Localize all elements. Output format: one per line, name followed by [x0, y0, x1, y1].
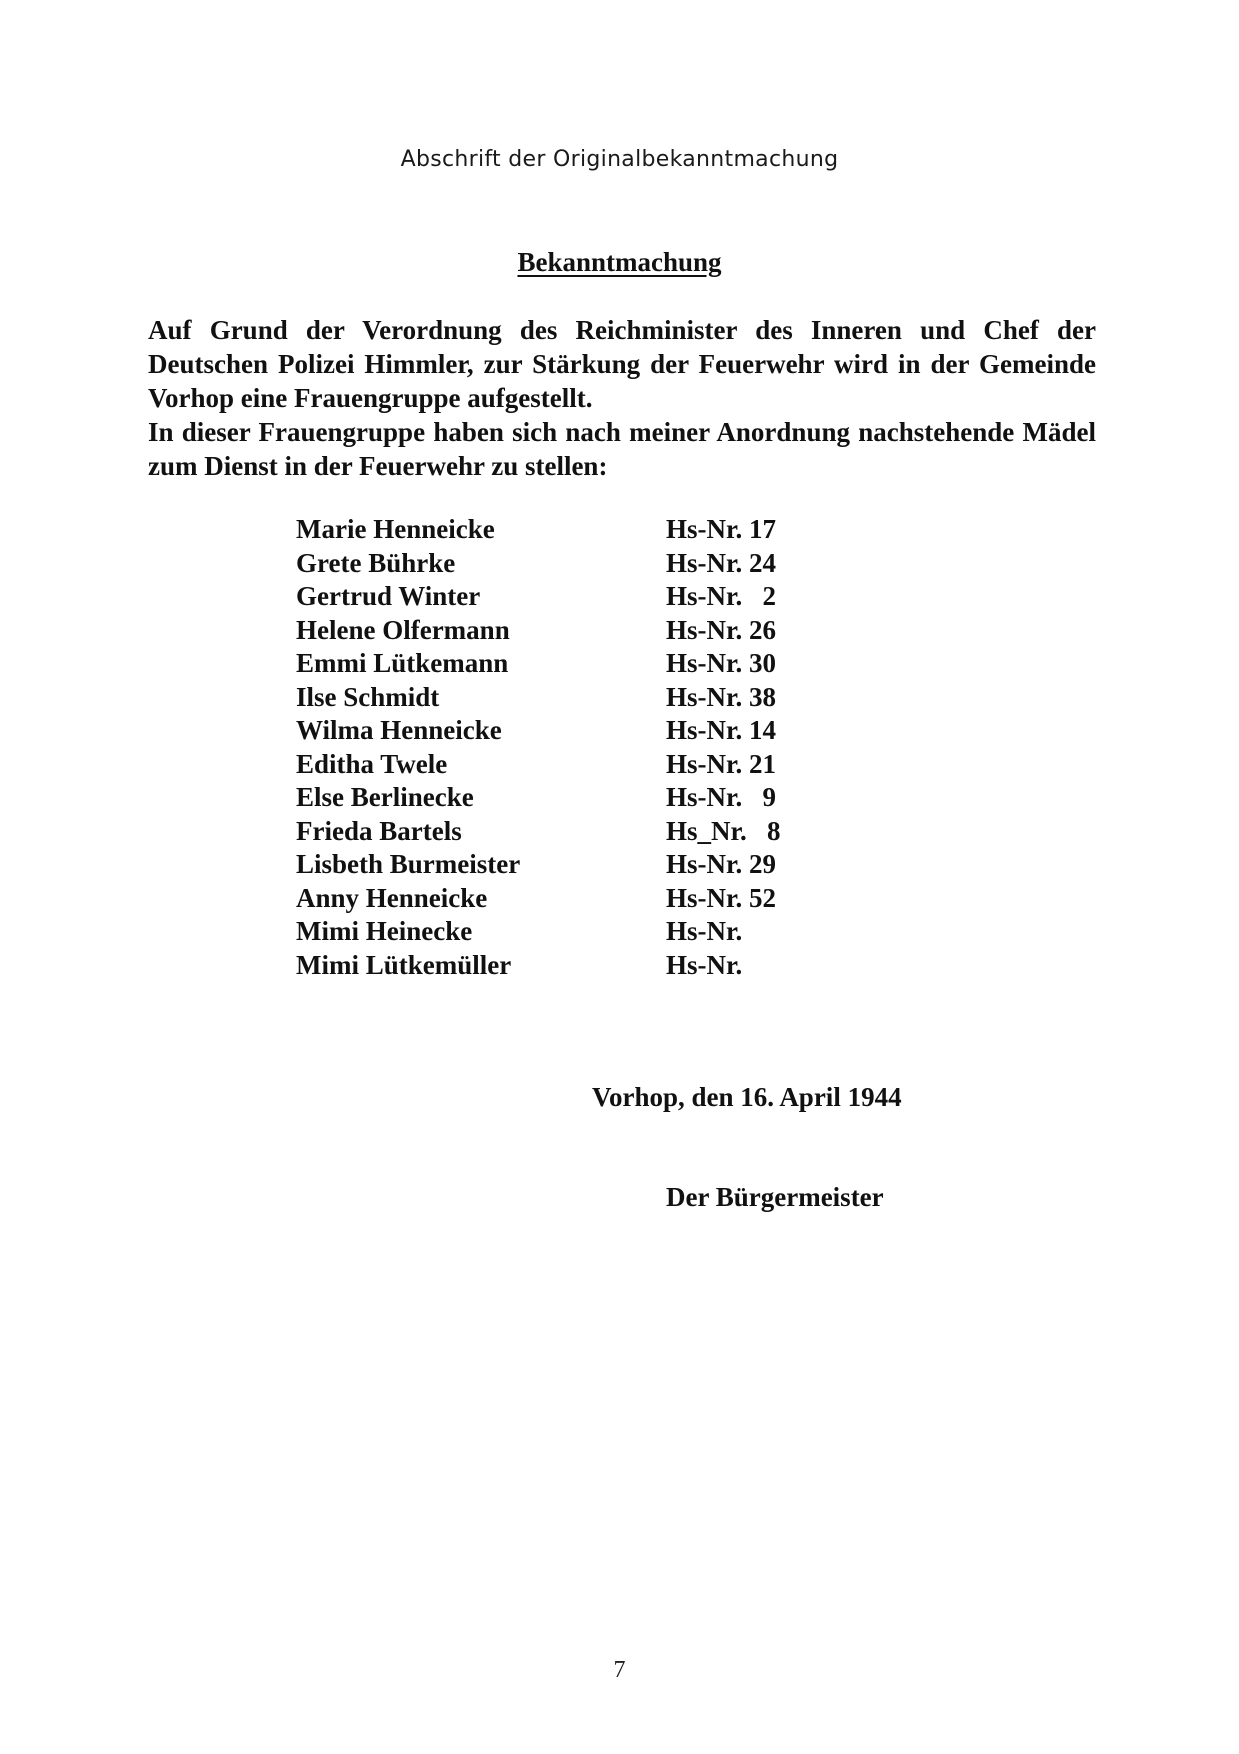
member-name: Anny Henneicke [296, 882, 488, 913]
house-number: Hs_Nr. 8 [666, 815, 781, 846]
member-name: Ilse Schmidt [296, 681, 440, 712]
member-name: Helene Olfermann [296, 614, 510, 645]
list-item [296, 882, 816, 916]
house-number: Hs-Nr. 29 [666, 849, 777, 879]
list-item [296, 681, 816, 715]
member-name: Frieda Bartels [296, 815, 462, 846]
list-item [296, 580, 816, 614]
house-number: Hs-Nr. 14 [666, 715, 777, 745]
list-item [296, 714, 816, 748]
list-item [296, 915, 816, 949]
body-text [148, 313, 1096, 483]
list-item [296, 614, 816, 648]
paragraph-order: In dieser Frauengruppe haben sich nach meiner Anordnung nachstehende Mädel zum Dienst in der Feuerwehr zu stellen: [148, 417, 1096, 481]
header-note: Abschrift der Originalbekanntmachung [400, 147, 839, 172]
house-number: Hs-Nr. 21 [666, 748, 777, 779]
list-item [296, 748, 816, 782]
member-name: Else Berlinecke [296, 782, 474, 812]
house-number: Hs-Nr. 9 [666, 782, 777, 812]
member-name: Gertrud Winter [296, 581, 481, 611]
list-item [296, 848, 816, 882]
member-list [296, 513, 816, 982]
house-number: Hs-Nr. 26 [666, 614, 777, 645]
member-name: Mimi Heinecke [296, 916, 473, 946]
list-item [296, 647, 816, 681]
list-item [296, 949, 816, 983]
document-title: Bekanntmachung [517, 247, 722, 277]
member-name: Grete Bührke [296, 547, 456, 578]
house-number: Hs-Nr. 2 [666, 581, 777, 611]
list-item [296, 781, 816, 815]
list-item [296, 513, 816, 547]
member-name: Emmi Lütkemann [296, 648, 509, 678]
house-number: Hs-Nr. [666, 949, 743, 980]
member-name: Mimi Lütkemüller [296, 949, 512, 980]
house-number: Hs-Nr. [666, 916, 743, 946]
member-name: Marie Henneicke [296, 514, 495, 544]
paragraph-decree: Auf Grund der Verordnung des Reichminister des Inneren und Chef der Deutschen Polizei Himmler, zur Stärkung der Feuerwehr wird in der Gemeinde Vorhop eine Frauengruppe aufgestellt. [148, 315, 1096, 413]
list-item [296, 815, 816, 849]
member-name: Lisbeth Burmeister [296, 849, 521, 879]
list-item [296, 547, 816, 581]
house-number: Hs-Nr. 52 [666, 882, 777, 913]
house-number: Hs-Nr. 30 [666, 648, 777, 678]
member-name: Editha Twele [296, 748, 448, 779]
place-and-date: Vorhop, den 16. April 1944 [592, 1082, 902, 1112]
member-name: Wilma Henneicke [296, 715, 502, 745]
house-number: Hs-Nr. 17 [666, 514, 777, 544]
house-number: Hs-Nr. 24 [666, 547, 777, 578]
page-number: 7 [613, 1657, 626, 1683]
house-number: Hs-Nr. 38 [666, 681, 777, 712]
signatory: Der Bürgermeister [666, 1182, 884, 1212]
